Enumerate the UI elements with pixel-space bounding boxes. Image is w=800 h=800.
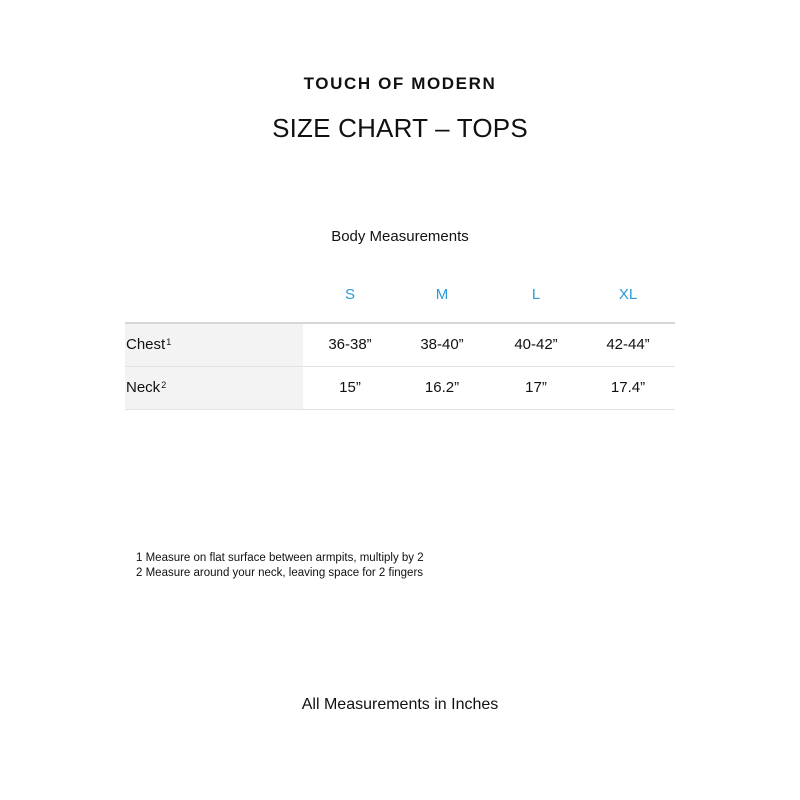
size-table bbox=[125, 322, 675, 410]
footnote-1: 1 Measure on flat surface between armpits, multiply by 2 bbox=[136, 552, 424, 564]
table-cell: 40-42” bbox=[514, 336, 558, 353]
size-header-m: M bbox=[435, 286, 449, 303]
table-cell: 38-40” bbox=[420, 336, 464, 353]
table-cell: 17.4” bbox=[610, 379, 646, 396]
table-row-chest bbox=[125, 324, 675, 367]
brand-logo: TOUCH OF MODERN bbox=[303, 74, 497, 93]
size-header-l: L bbox=[531, 286, 541, 303]
row-label-neck bbox=[126, 379, 166, 396]
table-cell: 17” bbox=[525, 379, 547, 396]
footnotes bbox=[136, 551, 424, 581]
units-note: All Measurements in Inches bbox=[301, 696, 499, 713]
table-cell: 42-44” bbox=[606, 336, 650, 353]
footnote-2: 2 Measure around your neck, leaving space for 2 fingers bbox=[136, 567, 424, 579]
page-title: SIZE CHART – TOPS bbox=[272, 113, 528, 143]
row-label-text: Neck bbox=[126, 379, 161, 396]
table-cell: 36-38” bbox=[328, 336, 372, 353]
footnote-marker: 2 bbox=[161, 380, 167, 390]
size-header-s: S bbox=[344, 286, 355, 303]
size-header-xl: XL bbox=[618, 286, 638, 303]
table-cell: 15” bbox=[339, 379, 361, 396]
row-label-chest bbox=[126, 336, 171, 353]
table-cell: 16.2” bbox=[424, 379, 460, 396]
table-row-neck bbox=[125, 367, 675, 410]
row-label-text: Chest bbox=[126, 336, 166, 353]
table-subtitle: Body Measurements bbox=[331, 228, 469, 245]
footnote-marker: 1 bbox=[166, 337, 172, 347]
